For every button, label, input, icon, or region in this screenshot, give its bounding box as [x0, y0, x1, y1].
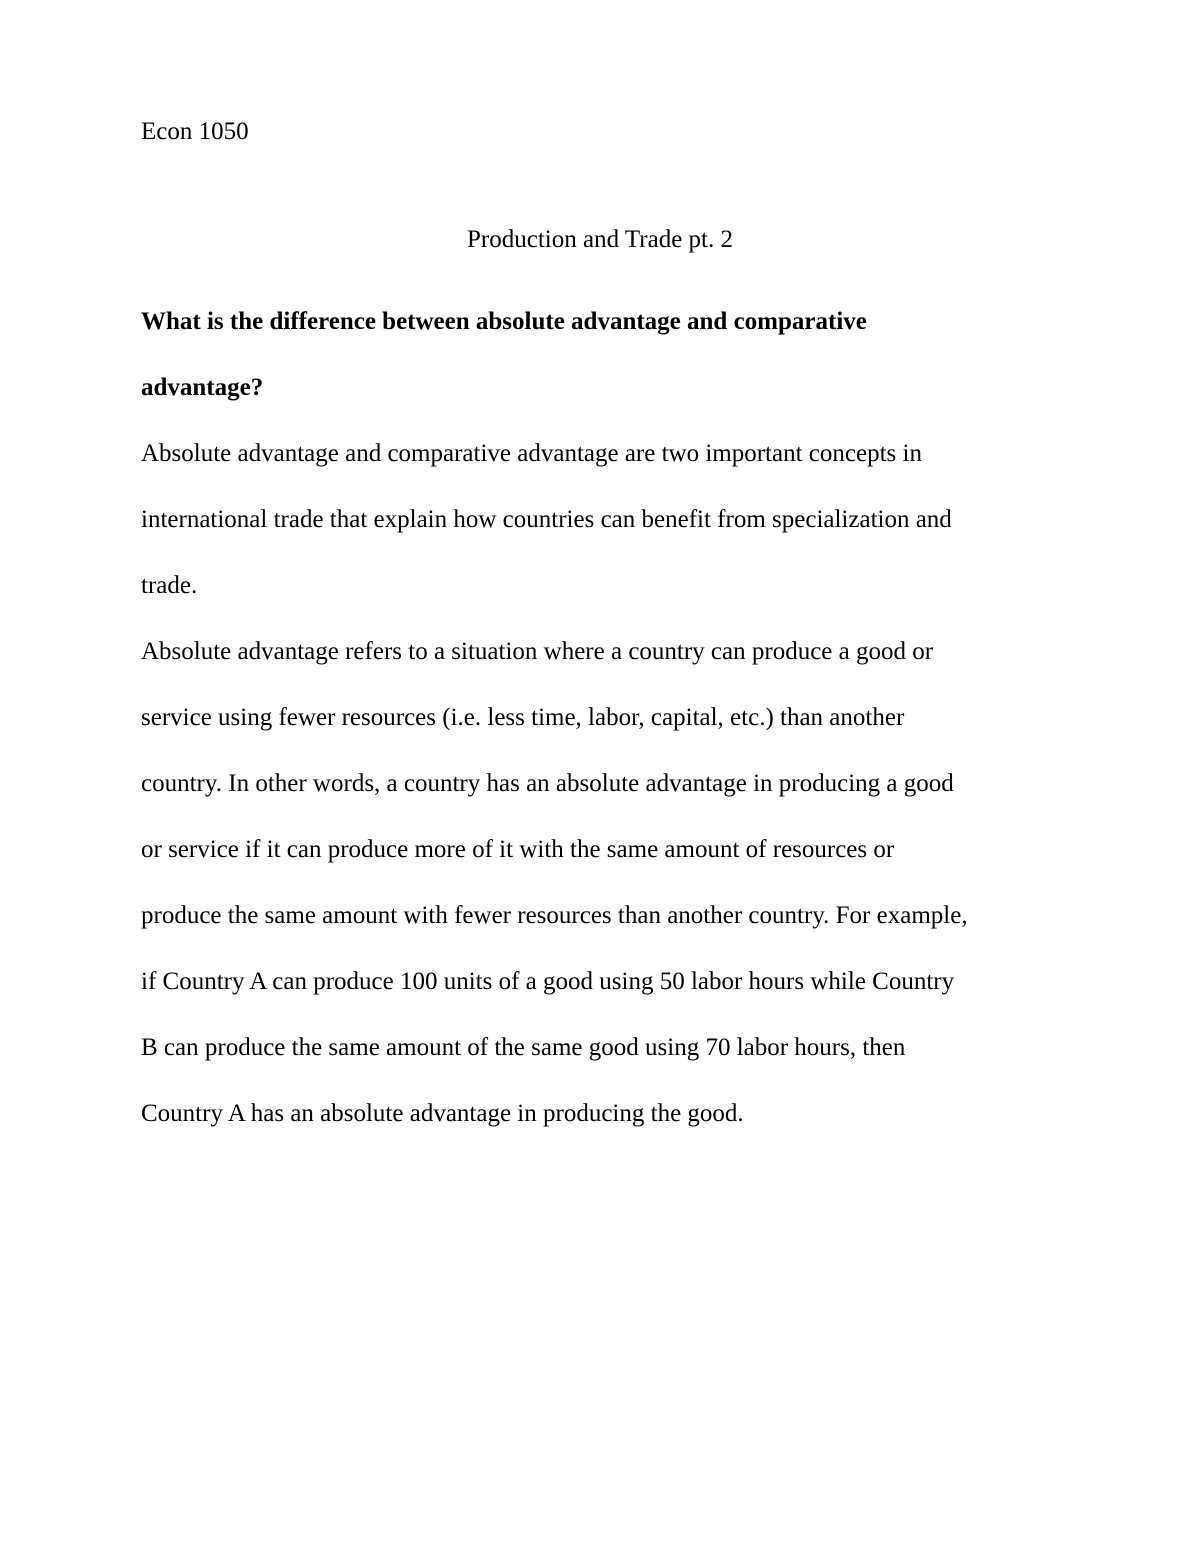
- paragraph-line: Absolute advantage refers to a situation where a country can produce a good or: [141, 638, 934, 665]
- paragraph-line: produce the same amount with fewer resources than another country. For example,: [141, 902, 968, 929]
- question-heading: [141, 289, 1061, 421]
- document-title: Production and Trade pt. 2: [467, 226, 733, 253]
- paragraph-line: Absolute advantage and comparative advantage are two important concepts in: [141, 440, 922, 467]
- course-label: Econ 1050: [141, 118, 249, 145]
- document-body: [141, 289, 1061, 1147]
- question-line: advantage?: [141, 374, 264, 401]
- paragraph-absolute-advantage: [141, 619, 1061, 1147]
- paragraph-line: or service if it can produce more of it with the same amount of resources or: [141, 836, 895, 863]
- paragraph-intro: [141, 421, 1061, 619]
- paragraph-line: Country A has an absolute advantage in producing the good.: [141, 1100, 744, 1127]
- paragraph-line: international trade that explain how countries can benefit from specialization and: [141, 506, 952, 533]
- paragraph-line: country. In other words, a country has an absolute advantage in producing a good: [141, 770, 954, 797]
- question-line: What is the difference between absolute advantage and comparative: [141, 308, 867, 335]
- paragraph-line: trade.: [141, 572, 198, 599]
- paragraph-line: B can produce the same amount of the same good using 70 labor hours, then: [141, 1034, 906, 1061]
- paragraph-line: service using fewer resources (i.e. less time, labor, capital, etc.) than another: [141, 704, 905, 731]
- paragraph-line: if Country A can produce 100 units of a good using 50 labor hours while Country: [141, 968, 955, 995]
